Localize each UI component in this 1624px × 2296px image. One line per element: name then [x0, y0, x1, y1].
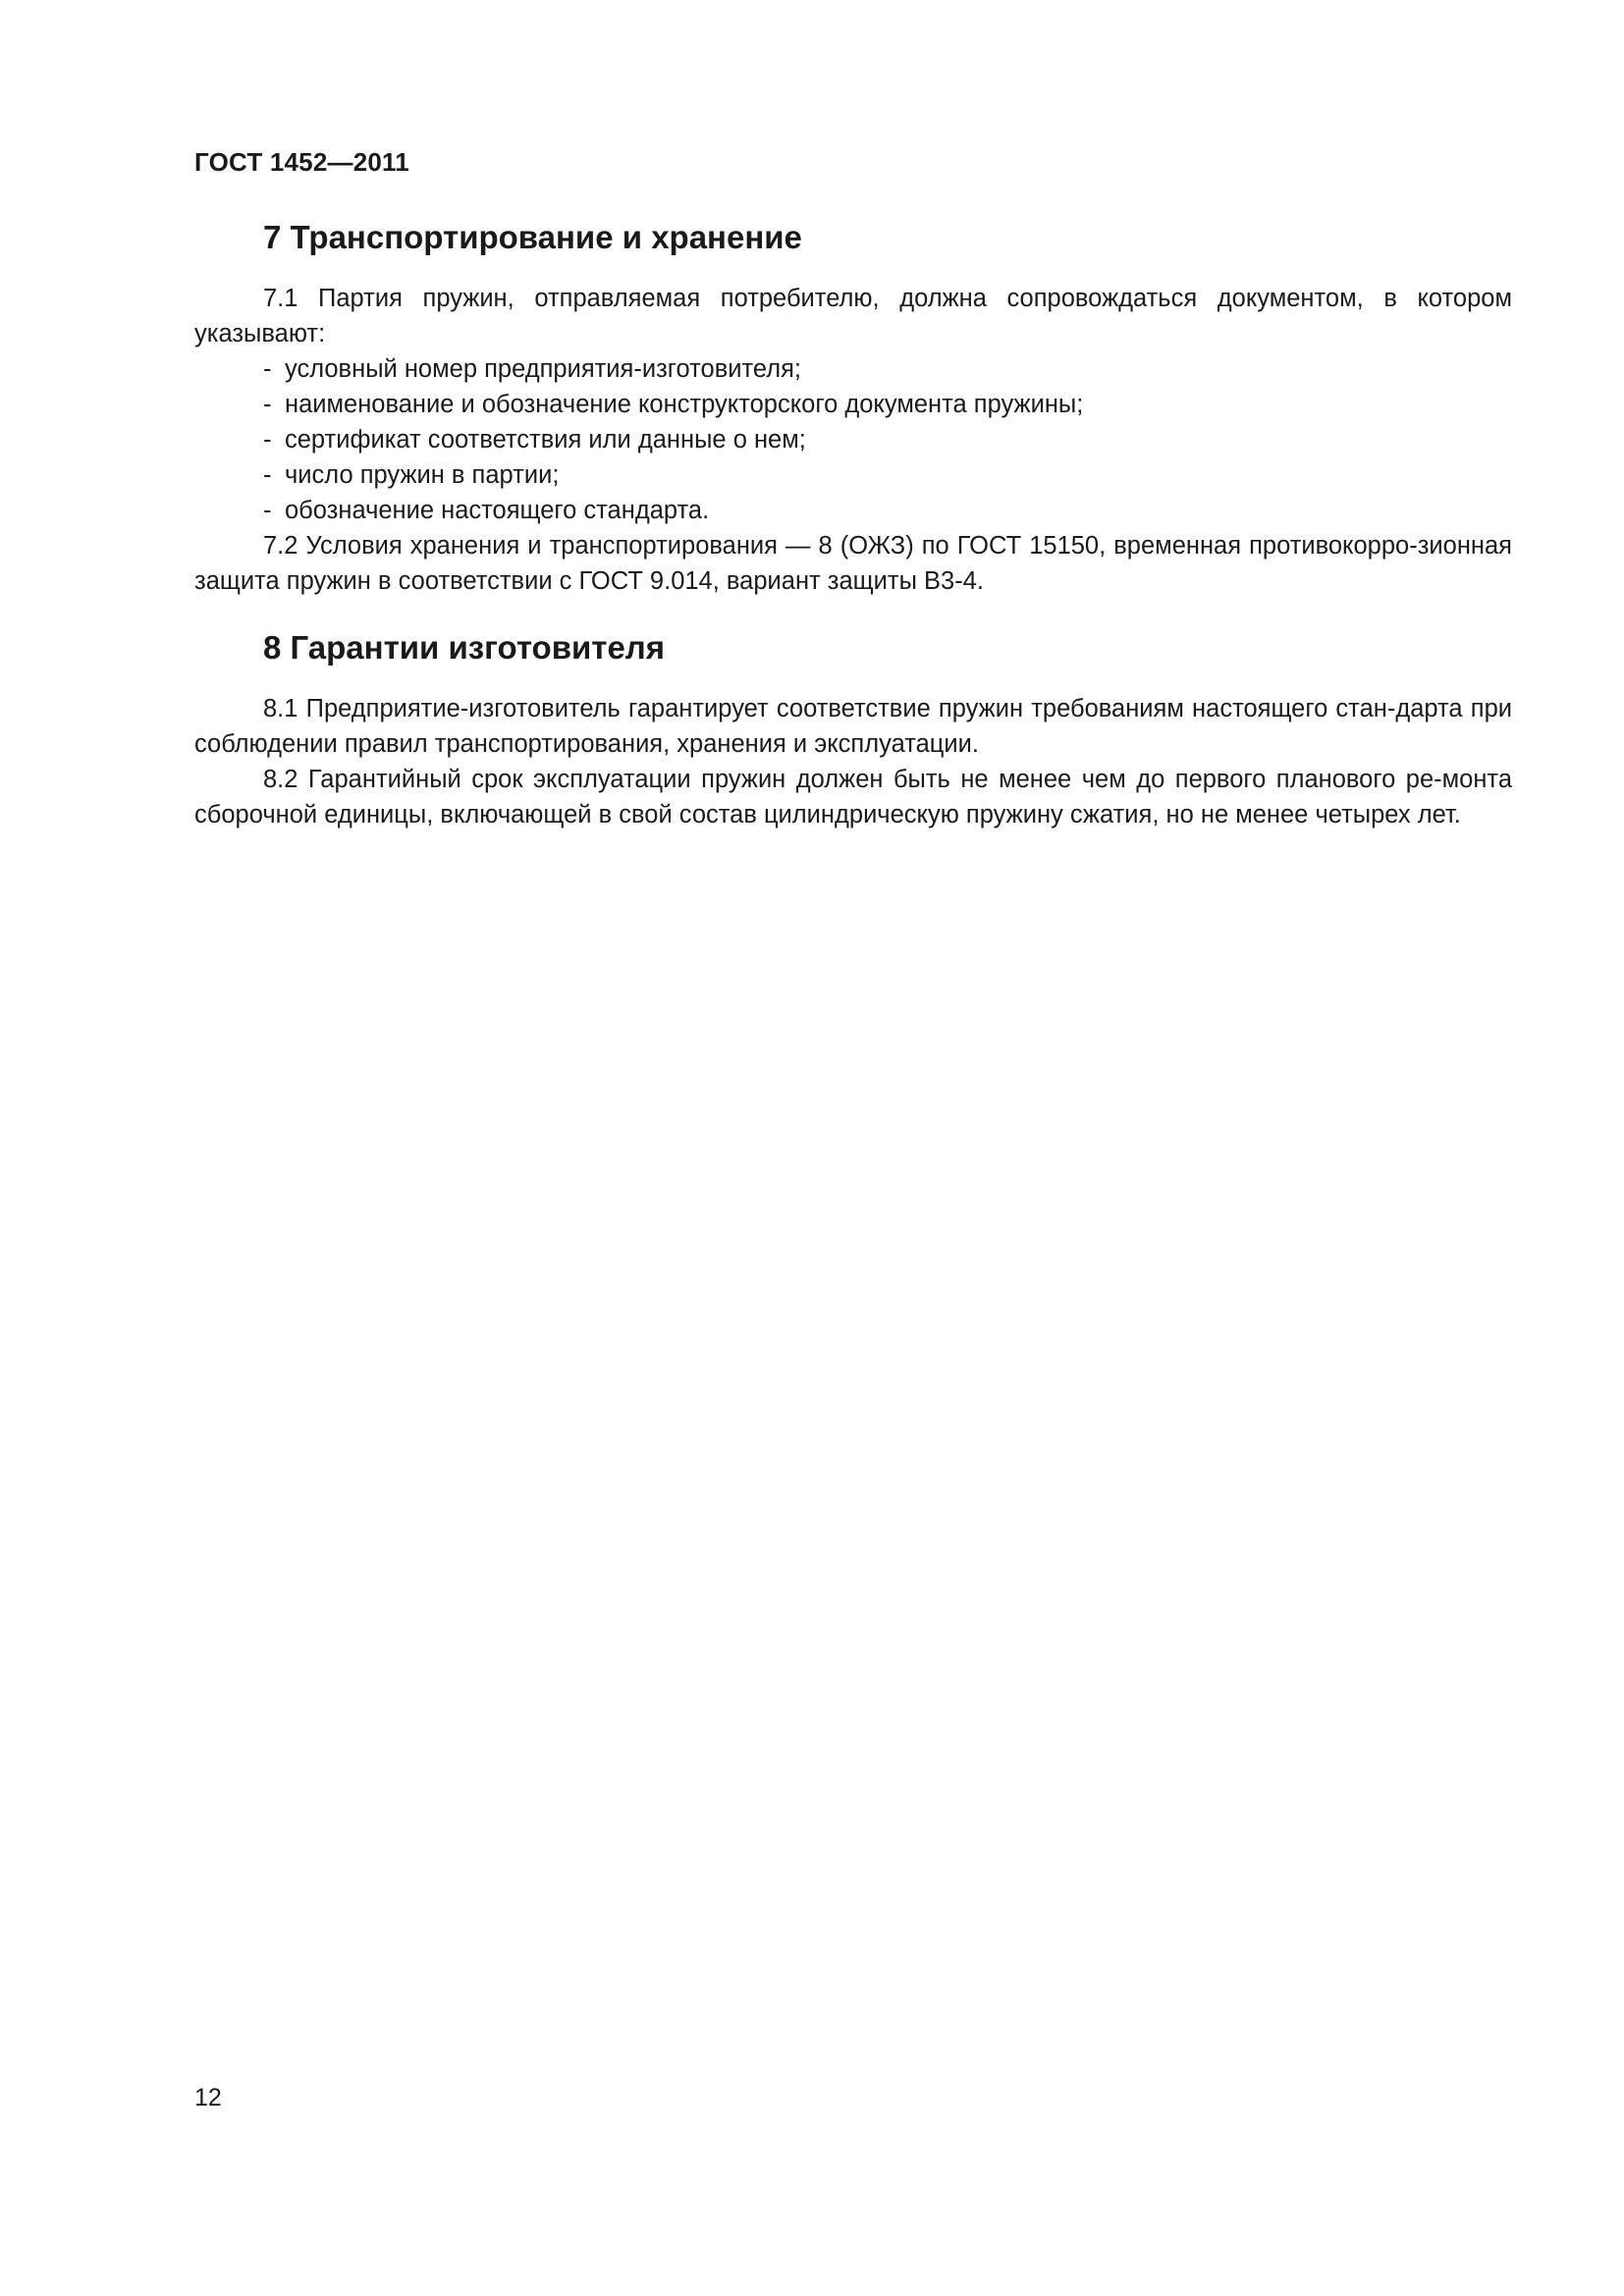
- page-number: 12: [194, 2084, 222, 2111]
- list-item: [194, 457, 1512, 493]
- list-item-text: условный номер предприятия-изготовителя;: [285, 355, 802, 383]
- section-7: [194, 214, 1512, 599]
- paragraph-8-2: 8.2 Гарантийный срок эксплуатации пружин должен быть не менее чем до первого планового ре-монта сборочной единицы, включающей в свой состав цилиндрическую пружину сжатия, но не менее четырех лет.: [194, 766, 1512, 828]
- section-7-title: 7 Транспортирование и хранение: [263, 219, 802, 255]
- list-item-text: обозначение настоящего стандарта.: [285, 497, 710, 524]
- list-marker: -: [263, 391, 272, 418]
- list-item: [194, 422, 1512, 457]
- list-marker: -: [263, 497, 272, 524]
- list-marker: -: [263, 426, 272, 454]
- list-item: [194, 387, 1512, 422]
- list-item-text: наименование и обозначение конструкторского документа пружины;: [285, 391, 1084, 418]
- list-item-text: число пружин в партии;: [285, 461, 560, 489]
- list-7-1: [194, 351, 1512, 528]
- list-marker: -: [263, 461, 272, 489]
- paragraph-8-1: 8.1 Предприятие-изготовитель гарантирует соответствие пружин требованиям настоящего стан-дарта при соблюдении правил транспортирования, хранения и эксплуатации.: [194, 695, 1512, 758]
- list-item: [194, 351, 1512, 387]
- list-marker: -: [263, 355, 272, 383]
- list-item: [194, 493, 1512, 528]
- paragraph-7-2: 7.2 Условия хранения и транспортирования — 8 (ОЖЗ) по ГОСТ 15150, временная противокорро-зионная защита пружин в соответствии с ГОСТ 9.014, вариант защиты В3-4.: [194, 532, 1512, 595]
- document-header-code: ГОСТ 1452—2011: [194, 147, 409, 177]
- section-8-title: 8 Гарантии изготовителя: [263, 629, 666, 666]
- document-body: [194, 214, 1512, 832]
- list-item-text: сертификат соответствия или данные о нем;: [285, 426, 806, 454]
- paragraph-7-1: 7.1 Партия пружин, отправляемая потребителю, должна сопровождаться документом, в котором указывают:: [194, 285, 1512, 347]
- section-8: [194, 624, 1512, 832]
